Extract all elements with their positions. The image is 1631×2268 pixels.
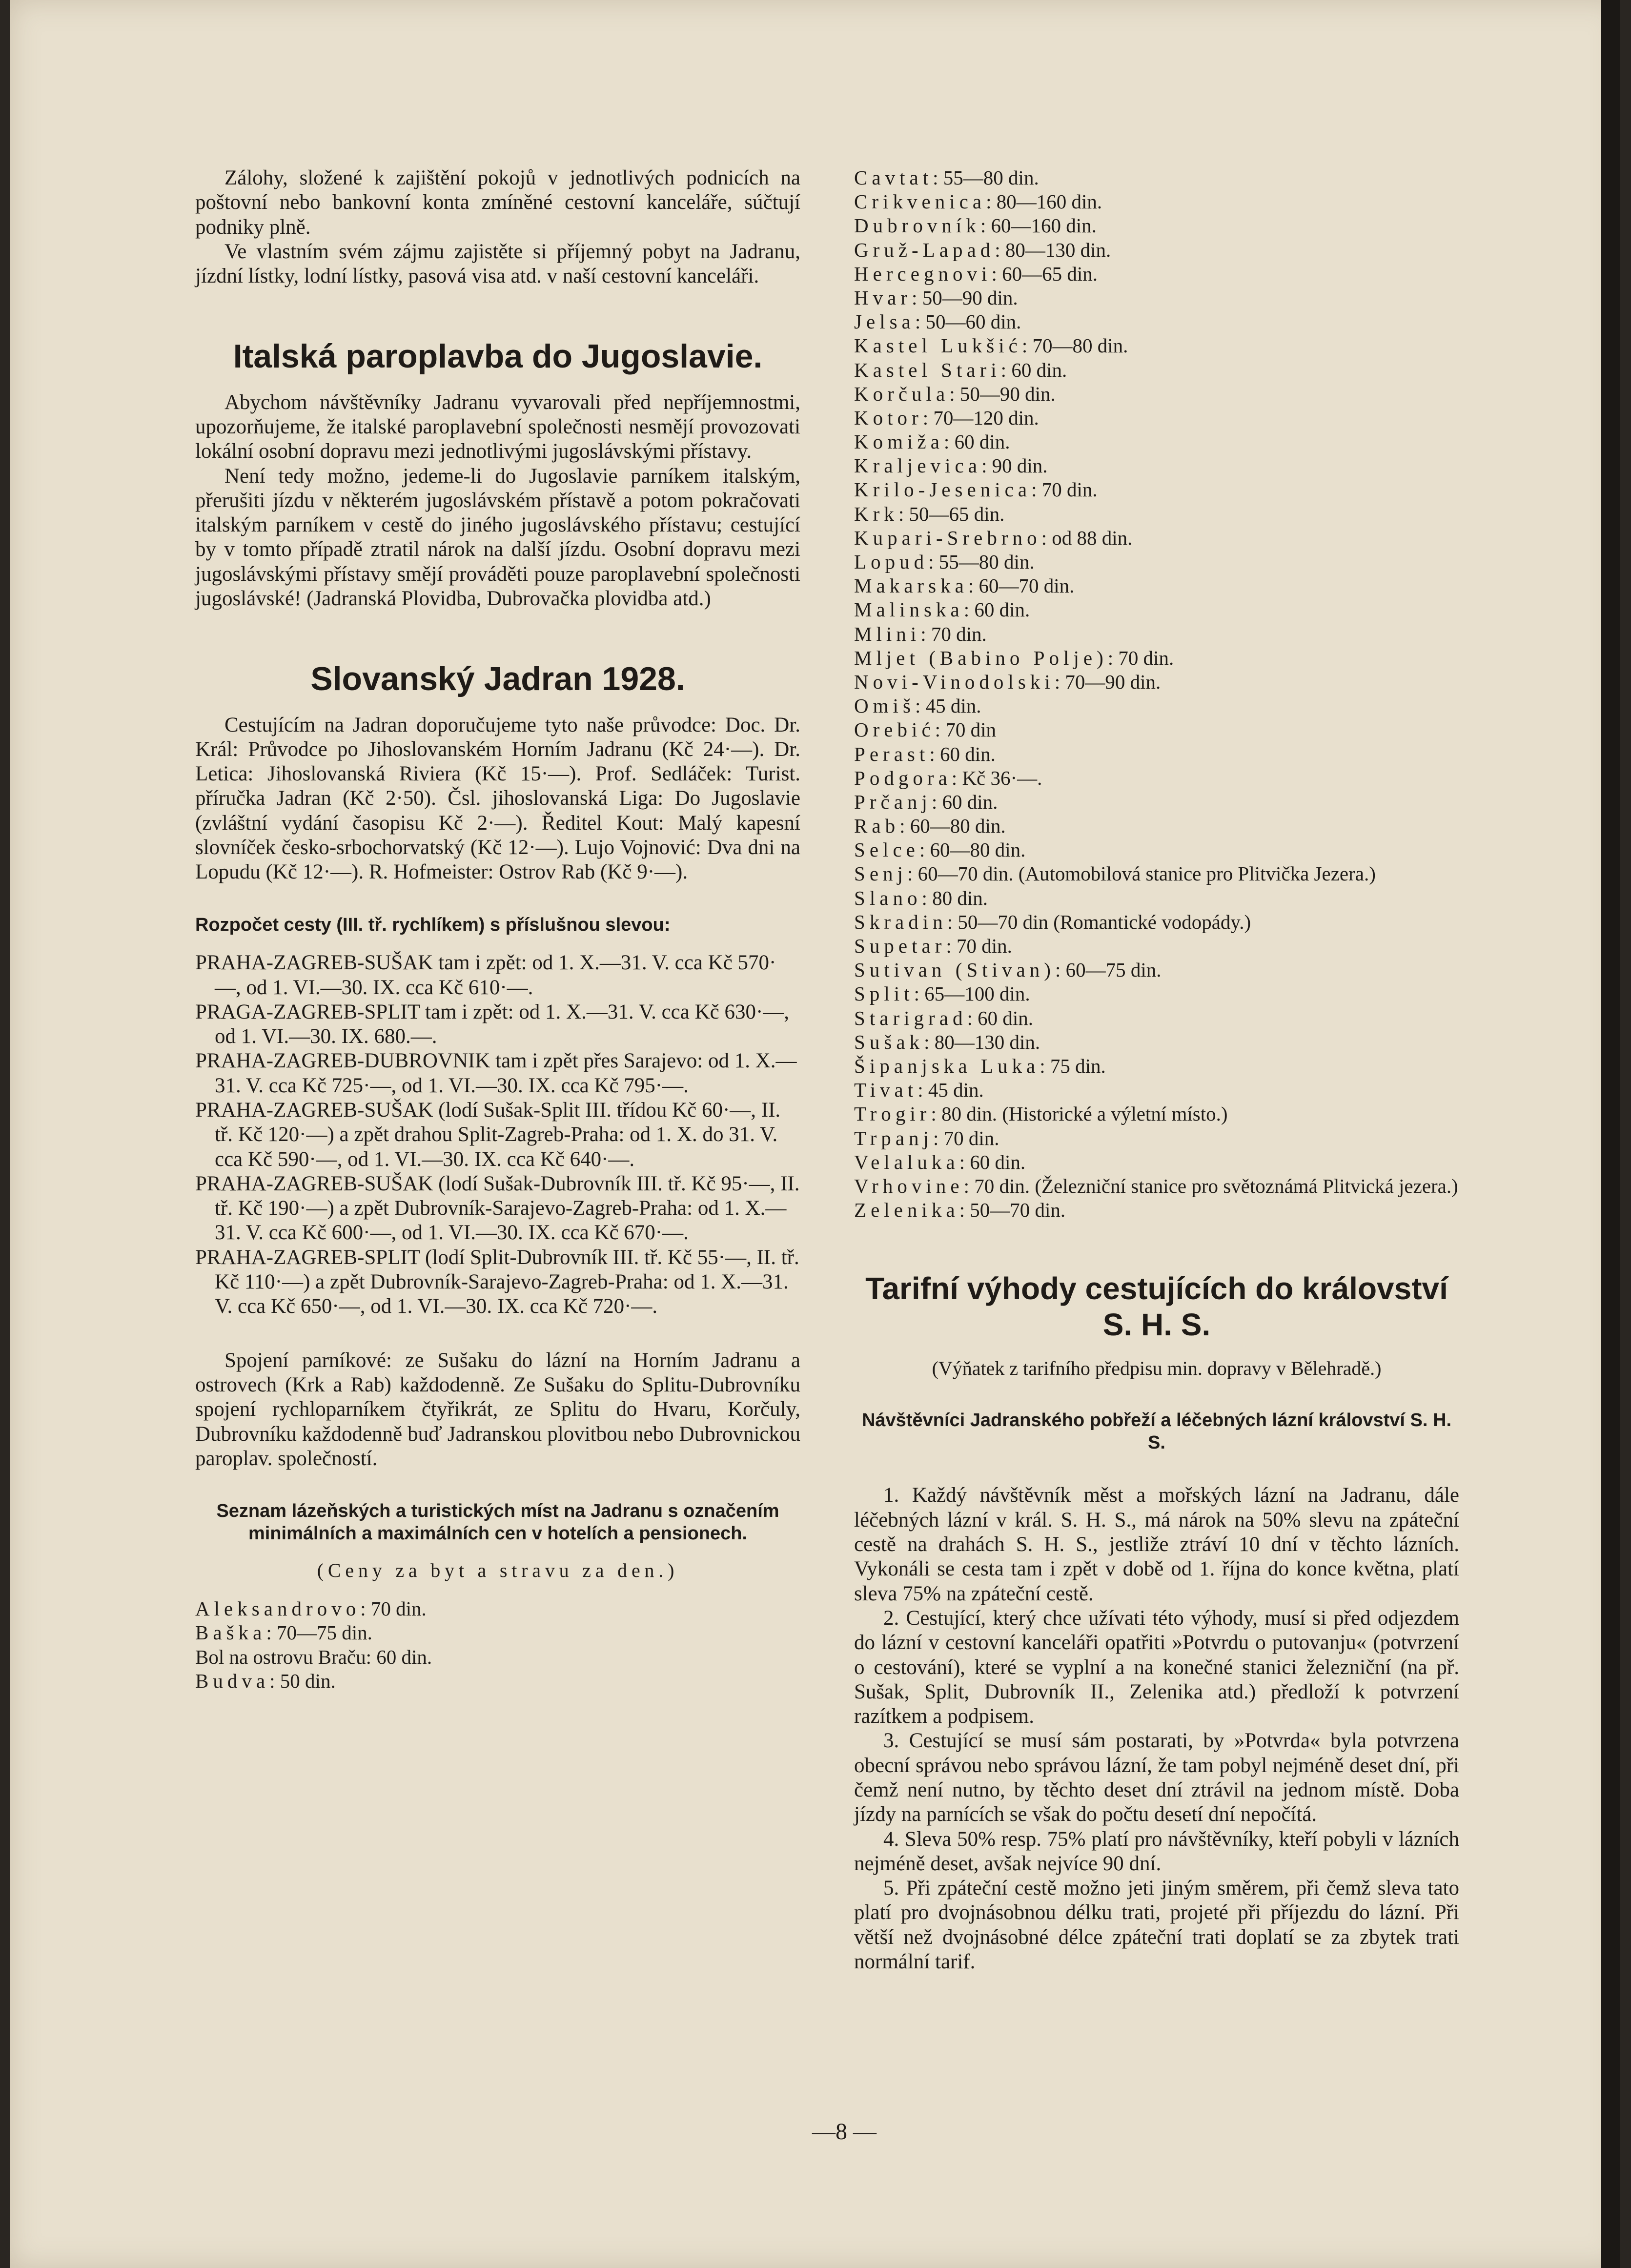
place-name: Korčula (854, 382, 950, 405)
place-price: : 50—70 din. (959, 1199, 1066, 1222)
place-price: : 60—75 din. (1055, 959, 1162, 981)
price-item (854, 1102, 1459, 1126)
price-item (854, 790, 1459, 814)
place-price: : 50—90 din. (949, 382, 1056, 405)
price-item (854, 382, 1459, 406)
place-price: : 90 din. (981, 454, 1048, 477)
place-price: : 60—80 din. (919, 838, 1026, 861)
price-item (854, 694, 1459, 718)
place-name: Kupari-Srebrno (854, 526, 1041, 549)
place-name: Supetar (854, 935, 946, 957)
intro-paragraph-2: Ve vlastním svém zájmu zajistěte si příjemný pobyt na Jadranu, jízdní lístky, lodní lístky, pasová visa atd. v naší cestovní kanceláři. (195, 240, 800, 288)
price-item (854, 574, 1459, 598)
place-price: : 60 din. (366, 1645, 432, 1668)
price-item (854, 814, 1459, 838)
place-price: : 65—100 din. (914, 982, 1030, 1005)
price-item (854, 862, 1459, 886)
place-name: Rab (854, 815, 900, 838)
price-item (854, 1150, 1459, 1174)
page-sheet (10, 0, 1620, 2268)
spa-list-subheading: (Ceny za byt a stravu za den.) (317, 1559, 679, 1582)
left-column (195, 166, 800, 1693)
place-price: : 60 din. (967, 1006, 1034, 1029)
price-item (854, 358, 1459, 382)
place-name: Lopud (854, 551, 929, 573)
price-item (854, 1174, 1459, 1198)
price-item (854, 886, 1459, 910)
price-item (854, 718, 1459, 742)
budget-item-4: PRAHA-ZAGREB-SUŠAK (lodí Sušak-Split III. třídou Kč 60·—, II. tř. Kč 120·—) a zpět drahou Split-Zagreb-Praha: od 1. X. do 31. V. cca Kč 590·—, od 1. VI.—30. IX. cca Kč 640·—. (195, 1098, 781, 1171)
budget-item-5: PRAHA-ZAGREB-SUŠAK (lodí Sušak-Dubrovník III. tř. Kč 95·—, II. tř. Kč 190·—) a zpět Dubrovník-Sarajevo-Zagreb-Praha: od 1. X.—31. V. cca Kč 600·—, od 1. VI.—30. IX. cca Kč 670·—. (195, 1172, 800, 1245)
place-price: : 55—80 din. (933, 166, 1039, 189)
place-name: Dubrovník (854, 214, 980, 237)
place-price: : 60—80 din. (899, 815, 1006, 838)
place-price: : 60—70 din. (968, 574, 1075, 597)
place-name: Kastel Lukšić (854, 334, 1022, 357)
budget-item-1: PRAHA-ZAGREB-SUŠAK tam i zpět: od 1. X.—31. V. cca Kč 570·—, od 1. VI.—30. IX. cca Kč 610·—. (195, 951, 776, 999)
price-item (854, 526, 1459, 550)
place-name: Zelenika (854, 1199, 959, 1222)
place-price: : 45 din. (917, 1079, 984, 1102)
price-item (854, 1006, 1459, 1030)
document-page (195, 166, 1469, 2143)
price-item (854, 262, 1459, 286)
place-price: : 80 din. (921, 886, 988, 909)
place-name: Split (854, 982, 914, 1005)
place-price: : 60 din. (929, 742, 996, 765)
italian-paragraph-2: Není tedy možno, jedeme-li do Jugoslavie parníkem italským, přerušiti jízdu v některém jugoslávském přístavě a potom pokračovati italským parníkem v cestě do jiného jugoslávského přístavu; cestující by v tomto případě ztratil nárok na další jízdu. Osobní dopravu mezi jugoslávskými přístavy smějí prováděti pouze paroplavební společnosti jugoslávské! (Jadranská Plovidba, Dubrovačka plovidba atd.) (195, 464, 800, 611)
place-name: Baška (195, 1621, 266, 1644)
price-item (195, 1645, 800, 1669)
place-price: : od 88 din. (1041, 526, 1133, 549)
place-name: Sutivan (Stivan) (854, 959, 1055, 981)
place-name: Gruž-Lapad (854, 238, 995, 261)
price-item (854, 1198, 1459, 1222)
place-price: : 50—90 din. (912, 286, 1018, 309)
price-item (195, 1597, 800, 1621)
place-price: : 70 din. (946, 935, 1012, 957)
place-price: : 70 din (935, 718, 996, 741)
visitors-heading: Návštěvníci Jadranského pobřeží a léčebných lázní království S. H. S. (861, 1410, 1452, 1453)
place-name: Hercegnovi (854, 262, 992, 285)
place-name: Mljet (Babino Polje) (854, 646, 1108, 669)
price-item (854, 1030, 1459, 1054)
place-price: : 75 din. (1040, 1054, 1106, 1077)
place-price: : 70—90 din. (1054, 670, 1161, 693)
place-name: Omiš (854, 695, 915, 717)
place-name: Orebić (854, 718, 935, 741)
place-name: Budva (195, 1669, 270, 1692)
page-edge (1601, 0, 1620, 2268)
intro-paragraph-1: Zálohy, složené k zajištění pokojů v jednotlivých podnicích na poštovní nebo bankovní konta zmíněné cestovní kanceláře, súčtují podniky plně. (195, 166, 800, 239)
place-name: Trogir (854, 1103, 931, 1125)
price-item (854, 406, 1459, 430)
place-price: : 80—130 din. (924, 1030, 1040, 1053)
place-name: Malinska (854, 598, 964, 621)
italian-heading: Italská paroplavba do Jugoslavie. (233, 338, 763, 375)
price-item (854, 238, 1459, 262)
right-column (854, 166, 1459, 1974)
place-price: : 70—80 din. (1021, 334, 1128, 357)
place-name: Novi-Vinodolski (854, 670, 1055, 693)
steamship-paragraph: Spojení parníkové: ze Sušaku do lázní na Horním Jadranu a ostrovech (Krk a Rab) každodenně. Ze Sušaku do Splitu-Dubrovníku spojení rychloparníkem čtyřikrát, ze Splitu do Hvaru, Korčuly, Dubrovníku každodenně buď Jadranskou plovitbou nebo Dubrovnickou paroplav. společností. (195, 1349, 800, 1470)
tariff-rule-2: 2. Cestující, který chce užívati této výhody, musí si před odjezdem do lázní v cestovní kanceláři opatřiti »Potvrdu o putovanju« (potvrzení o cestování), které se vyplní a na konečné stanici železniční (na př. Sušak, Split, Dubrovník II., Zelenika atd.) předloží k potvrzení razítkem a podpisem. (854, 1606, 1459, 1728)
place-price: : 60 din. (931, 790, 998, 813)
price-item (854, 190, 1459, 214)
place-price: : 70 din. (Železniční stanice pro světoznámá Plitvická jezera.) (963, 1174, 1458, 1197)
price-item (854, 598, 1459, 622)
place-name: Jelsa (854, 310, 915, 333)
place-name: Slano (854, 886, 922, 909)
place-price: : 70—75 din. (266, 1621, 372, 1644)
place-price: : 70 din. (933, 1126, 999, 1149)
place-price: : 60 din. (959, 1150, 1026, 1173)
place-price: : 70 din. (920, 622, 987, 645)
place-price: : 50—70 din (Romantické vodopády.) (947, 910, 1251, 933)
price-item (854, 310, 1459, 334)
place-price: : 50 din. (269, 1669, 336, 1692)
place-name: Mlini (854, 622, 921, 645)
price-item (854, 502, 1459, 526)
slavic-heading: Slovanský Jadran 1928. (310, 660, 685, 698)
place-name: Makarska (854, 574, 968, 597)
price-item (854, 454, 1459, 478)
tariff-subheading: (Výňatek z tarifního předpisu min. dopravy v Bělehradě.) (932, 1357, 1382, 1380)
place-name: Šipanjska Luka (854, 1054, 1040, 1077)
place-name: Perast (854, 742, 930, 765)
place-price: : 60 din. (1000, 358, 1067, 381)
place-name: Crikvenica (854, 190, 986, 213)
budget-item-6: PRAHA-ZAGREB-SPLIT (lodí Split-Dubrovník III. tř. Kč 55·—, II. tř. Kč 110·—) a zpět Dubrovník-Sarajevo-Zagreb-Praha: od 1. X.—31. V. cca Kč 650·—, od 1. VI.—30. IX. cca Kč 720·—. (195, 1246, 799, 1318)
place-name: Skradin (854, 910, 947, 933)
place-price: : 55—80 din. (928, 551, 1035, 573)
place-price: : 60—65 din. (991, 262, 1098, 285)
price-item (854, 334, 1459, 358)
price-item (854, 430, 1459, 454)
price-item (854, 958, 1459, 982)
price-item (854, 934, 1459, 958)
budget-item-2: PRAGA-ZAGREB-SPLIT tam i zpět: od 1. X.—31. V. cca Kč 630·—, od 1. VI.—30. IX. 680.—. (195, 1000, 790, 1048)
place-name: Bol na ostrovu Braču (195, 1645, 366, 1668)
place-price: : Kč 36·—. (951, 766, 1042, 789)
place-price: : 60—160 din. (980, 214, 1097, 237)
price-item (854, 1126, 1459, 1150)
place-price: : 60 din. (963, 598, 1030, 621)
tariff-rule-4: 4. Sleva 50% resp. 75% platí pro návštěvníky, kteří pobyli v lázních nejméně deset, avšak nejvíce 90 dní. (854, 1827, 1459, 1875)
place-name: Krilo-Jesenica (854, 478, 1032, 501)
place-name: Selce (854, 838, 919, 861)
place-name: Krk (854, 502, 898, 525)
page-number: —8 — (812, 2119, 877, 2145)
price-item (854, 286, 1459, 310)
budget-item-3: PRAHA-ZAGREB-DUBROVNIK tam i zpět přes Sarajevo: od 1. X.—31. V. cca Kč 725·—, od 1. VI.—30. IX. cca Kč 795·—. (195, 1049, 797, 1097)
place-price: : 70—120 din. (922, 406, 1039, 429)
place-name: Kastel Stari (854, 358, 1001, 381)
price-item (854, 550, 1459, 574)
place-name: Hvar (854, 286, 912, 309)
price-item (195, 1669, 800, 1693)
price-item (854, 1078, 1459, 1102)
right-price-list (854, 166, 1459, 1222)
place-price: : 45 din. (915, 695, 981, 717)
place-name: Velaluka (854, 1150, 959, 1173)
price-item (195, 1621, 800, 1645)
price-item (854, 646, 1459, 670)
price-item (854, 766, 1459, 790)
place-name: Kotor (854, 406, 923, 429)
place-name: Prčanj (854, 790, 932, 813)
place-price: : 60 din. (943, 430, 1010, 453)
price-item (854, 622, 1459, 646)
tariff-rule-1: 1. Každý návštěvník měst a mořských lázní na Jadranu, dále léčebných lázní v král. S. H. S., má nárok na 50% slevu na zpáteční cestě na drahách S. H. S., jestliže ztráví 10 dní v těchto lázních. Vykonáli se cesta tam i zpět v době od 1. října do konce května, platí sleva 75% na zpáteční cestě. (854, 1484, 1459, 1605)
tariff-rule-5: 5. Při zpáteční cestě možno jeti jiným směrem, při čemž sleva tato platí pro dvojnásobnou délku trati, projeté při příjezdu do lázní. Při větší než dvojnásobné délce zpáteční trati doplatí se za zbytek trati normální tarif. (854, 1877, 1459, 1974)
place-name: Sušak (854, 1030, 924, 1053)
place-name: Komiža (854, 430, 944, 453)
price-item (854, 166, 1459, 190)
place-name: Cavtat (854, 166, 933, 189)
price-item (854, 982, 1459, 1006)
price-item (854, 214, 1459, 238)
tariff-heading: Tarifní výhody cestujících do království S. H. S. (865, 1271, 1448, 1342)
place-name: Vrhovine (854, 1174, 964, 1197)
price-item (854, 478, 1459, 502)
price-item (854, 838, 1459, 862)
place-price: : 50—60 din. (915, 310, 1021, 333)
price-item (854, 910, 1459, 934)
price-item (854, 670, 1459, 694)
place-price: : 80—160 din. (986, 190, 1102, 213)
budget-heading: Rozpočet cesty (III. tř. rychlíkem) s příslušnou slevou: (195, 914, 671, 935)
place-price: : 70 din. (1031, 478, 1098, 501)
place-name: Podgora (854, 766, 952, 789)
place-price: : 70 din. (360, 1597, 427, 1620)
italian-paragraph-1: Abychom návštěvníky Jadranu vyvarovali před nepříjemnostmi, upozorňujeme, že italské paroplavební společnosti nesmějí provozovati lokální osobní dopravu mezi jednotlivými jugoslávskými přístavy. (195, 390, 800, 463)
place-price: : 60—70 din. (Automobilová stanice pro Plitvička Jezera.) (907, 862, 1376, 885)
place-price: : 80—130 din. (995, 238, 1111, 261)
price-item (854, 1054, 1459, 1078)
slavic-paragraph: Cestujícím na Jadran doporučujeme tyto naše průvodce: Doc. Dr. Král: Průvodce po Jihoslovanském Horním Jadranu (Kč 24·—). Dr. Letica: Jihoslovanská Riviera (Kč 15·—). Prof. Sedláček: Turist. příručka Jadran (Kč 2·50). Čsl. jihoslovanská Liga: Do Jugoslavie (zvláštní vydání časopisu Kč 2·—). Ředitel Kout: Malý kapesní slovníček česko-srbochorvatský (Kč 12·—). Lujo Vojnović: Dva dni na Lopudu (Kč 12·—). R. Hofmeister: Ostrov Rab (Kč 9·—). (195, 713, 800, 884)
spa-list-heading: Seznam lázeňských a turistických míst na Jadranu s označením minimálních a maximálních cen v hotelích a pensionech. (216, 1501, 779, 1544)
place-name: Starigrad (854, 1006, 967, 1029)
place-price: : 70 din. (1107, 646, 1174, 669)
place-name: Aleksandrovo (195, 1597, 361, 1620)
price-item (854, 742, 1459, 766)
place-name: Kraljevica (854, 454, 981, 477)
place-price: : 80 din. (Historické a výletní místo.) (931, 1103, 1228, 1125)
tariff-rule-3: 3. Cestující se musí sám postarati, by »Potvrda« byla potvrzena obecní správou nebo správou lázní, že tam pobyl nejméně deset dní, při čemž není nutno, by těchto deset dní ztrávil na jednom místě. Doba jízdy na parnících se však do počtu desetí dní nepočítá. (854, 1729, 1459, 1826)
place-name: Trpanj (854, 1126, 933, 1149)
left-price-list (195, 1597, 800, 1693)
place-name: Senj (854, 862, 907, 885)
place-name: Tivat (854, 1079, 918, 1102)
place-price: : 50—65 din. (898, 502, 1005, 525)
